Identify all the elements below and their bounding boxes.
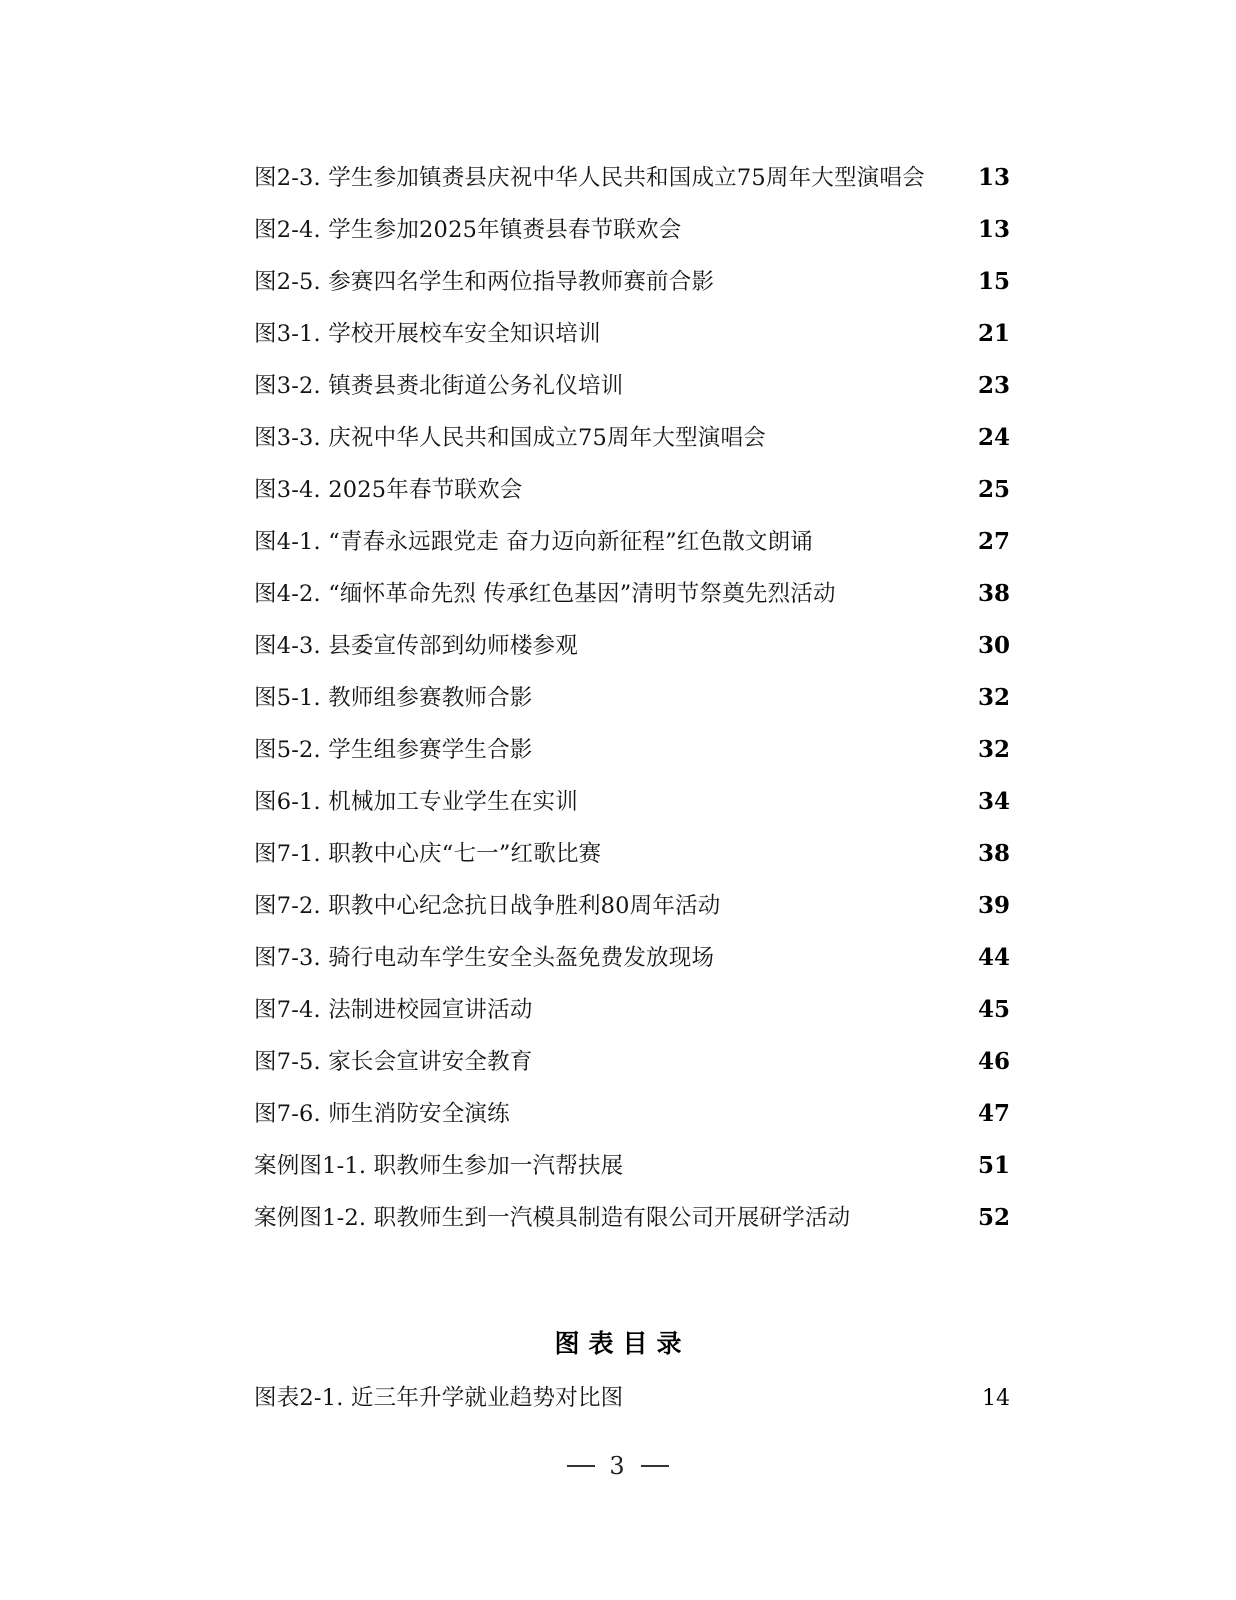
footer-dash-right-icon (641, 1465, 669, 1467)
toc-entry[interactable] (254, 984, 1010, 1036)
toc-leader-dots (714, 273, 978, 289)
toc-entry-title: 图3-1. 学校开展校车安全知识培训 (254, 321, 601, 347)
figure-table-of-contents (254, 152, 1010, 1244)
toc-leader-dots (836, 585, 978, 601)
toc-entry[interactable] (254, 1036, 1010, 1088)
toc-entry-title: 图7-6. 师生消防安全演练 (254, 1101, 510, 1127)
toc-leader-dots (925, 169, 978, 185)
toc-entry-page-number: 23 (977, 372, 1010, 399)
toc-entry-page-number: 15 (977, 268, 1010, 295)
toc-entry-page-number: 51 (977, 1152, 1010, 1179)
toc-entry-page-number: 25 (977, 476, 1010, 503)
toc-entry-title: 案例图1-2. 职教师生到一汽模具制造有限公司开展研学活动 (254, 1205, 851, 1231)
toc-entry[interactable] (254, 1372, 1010, 1424)
toc-entry-page-number: 27 (977, 528, 1010, 555)
toc-entry-page-number: 30 (977, 632, 1010, 659)
toc-entry-title: 图6-1. 机械加工专业学生在实训 (254, 789, 578, 815)
toc-entry-page-number: 52 (977, 1204, 1010, 1231)
chart-toc-heading: 图表目录 (554, 1329, 691, 1358)
toc-entry-title: 案例图1-1. 职教师生参加一汽帮扶展 (254, 1153, 624, 1179)
toc-entry[interactable] (254, 828, 1010, 880)
toc-entry-page-number: 32 (977, 736, 1010, 763)
toc-entry[interactable] (254, 412, 1010, 464)
toc-leader-dots (533, 1053, 978, 1069)
toc-leader-dots (578, 793, 978, 809)
toc-entry[interactable] (254, 256, 1010, 308)
toc-entry-title: 图3-4. 2025年春节联欢会 (254, 477, 523, 503)
toc-entry[interactable] (254, 776, 1010, 828)
toc-entry-title: 图2-4. 学生参加2025年镇赉县春节联欢会 (254, 217, 682, 243)
toc-entry[interactable] (254, 1192, 1010, 1244)
toc-entry-page-number: 38 (977, 580, 1010, 607)
toc-entry-title: 图7-5. 家长会宣讲安全教育 (254, 1049, 533, 1075)
toc-leader-dots (813, 533, 978, 549)
toc-entry-title: 图7-2. 职教中心纪念抗日战争胜利80周年活动 (254, 893, 721, 919)
toc-entry[interactable] (254, 360, 1010, 412)
toc-leader-dots (714, 949, 978, 965)
toc-leader-dots (533, 689, 978, 705)
toc-entry-title: 图7-3. 骑行电动车学生安全头盔免费发放现场 (254, 945, 715, 971)
toc-entry-title: 图2-5. 参赛四名学生和两位指导教师赛前合影 (254, 269, 715, 295)
toc-entry-page-number: 13 (977, 216, 1010, 243)
toc-entry-title: 图7-4. 法制进校园宣讲活动 (254, 997, 533, 1023)
toc-entry-title: 图2-3. 学生参加镇赉县庆祝中华人民共和国成立75周年大型演唱会 (254, 165, 925, 191)
toc-entry[interactable] (254, 1140, 1010, 1192)
toc-entry[interactable] (254, 932, 1010, 984)
page-footer (0, 1452, 1236, 1480)
toc-entry[interactable] (254, 568, 1010, 620)
chart-table-of-contents (254, 1372, 1010, 1424)
toc-entry-page-number: 34 (977, 788, 1010, 815)
toc-entry-page-number: 13 (977, 164, 1010, 191)
toc-entry-title: 图3-2. 镇赉县赉北街道公务礼仪培训 (254, 373, 624, 399)
toc-entry-title: 图5-2. 学生组参赛学生合影 (254, 737, 533, 763)
toc-leader-dots (578, 637, 978, 653)
toc-leader-dots (523, 481, 978, 497)
toc-entry-title: 图4-3. 县委宣传部到幼师楼参观 (254, 633, 578, 659)
toc-entry[interactable] (254, 516, 1010, 568)
toc-leader-dots (601, 325, 978, 341)
toc-entry[interactable] (254, 880, 1010, 932)
toc-leader-dots (681, 221, 978, 237)
toc-leader-dots (533, 1001, 978, 1017)
toc-entry-title: 图4-2. “缅怀革命先烈 传承红色基因”清明节祭奠先烈活动 (254, 581, 836, 607)
toc-leader-dots (623, 377, 978, 393)
toc-entry-page-number: 47 (977, 1100, 1010, 1127)
toc-leader-dots (766, 429, 978, 445)
toc-entry-title: 图4-1. “青春永远跟党走 奋力迈向新征程”红色散文朗诵 (254, 529, 813, 555)
toc-leader-dots (601, 845, 978, 861)
toc-entry-title: 图表2-1. 近三年升学就业趋势对比图 (254, 1385, 624, 1411)
toc-entry-page-number: 14 (982, 1386, 1010, 1411)
toc-leader-dots (510, 1105, 978, 1121)
toc-entry[interactable] (254, 724, 1010, 776)
toc-leader-dots (850, 1209, 978, 1225)
toc-entry-page-number: 39 (977, 892, 1010, 919)
toc-entry-page-number: 38 (977, 840, 1010, 867)
footer-dash-left-icon (567, 1465, 595, 1467)
toc-leader-dots (533, 741, 978, 757)
toc-entry[interactable] (254, 464, 1010, 516)
toc-entry-page-number: 46 (977, 1048, 1010, 1075)
toc-entry-page-number: 45 (977, 996, 1010, 1023)
toc-leader-dots (623, 1389, 976, 1405)
toc-leader-dots (720, 897, 978, 913)
toc-entry[interactable] (254, 672, 1010, 724)
toc-entry-page-number: 32 (977, 684, 1010, 711)
toc-entry-title: 图5-1. 教师组参赛教师合影 (254, 685, 533, 711)
toc-entry-page-number: 44 (977, 944, 1010, 971)
toc-entry[interactable] (254, 204, 1010, 256)
toc-entry[interactable] (254, 152, 1010, 204)
footer-page-number: 3 (609, 1452, 627, 1480)
toc-entry-page-number: 24 (977, 424, 1010, 451)
toc-entry-title: 图3-3. 庆祝中华人民共和国成立75周年大型演唱会 (254, 425, 766, 451)
toc-entry[interactable] (254, 620, 1010, 672)
toc-leader-dots (623, 1157, 978, 1173)
toc-entry[interactable] (254, 308, 1010, 360)
toc-entry-title: 图7-1. 职教中心庆“七一”红歌比赛 (254, 841, 602, 867)
toc-entry-page-number: 21 (977, 320, 1010, 347)
toc-entry[interactable] (254, 1088, 1010, 1140)
